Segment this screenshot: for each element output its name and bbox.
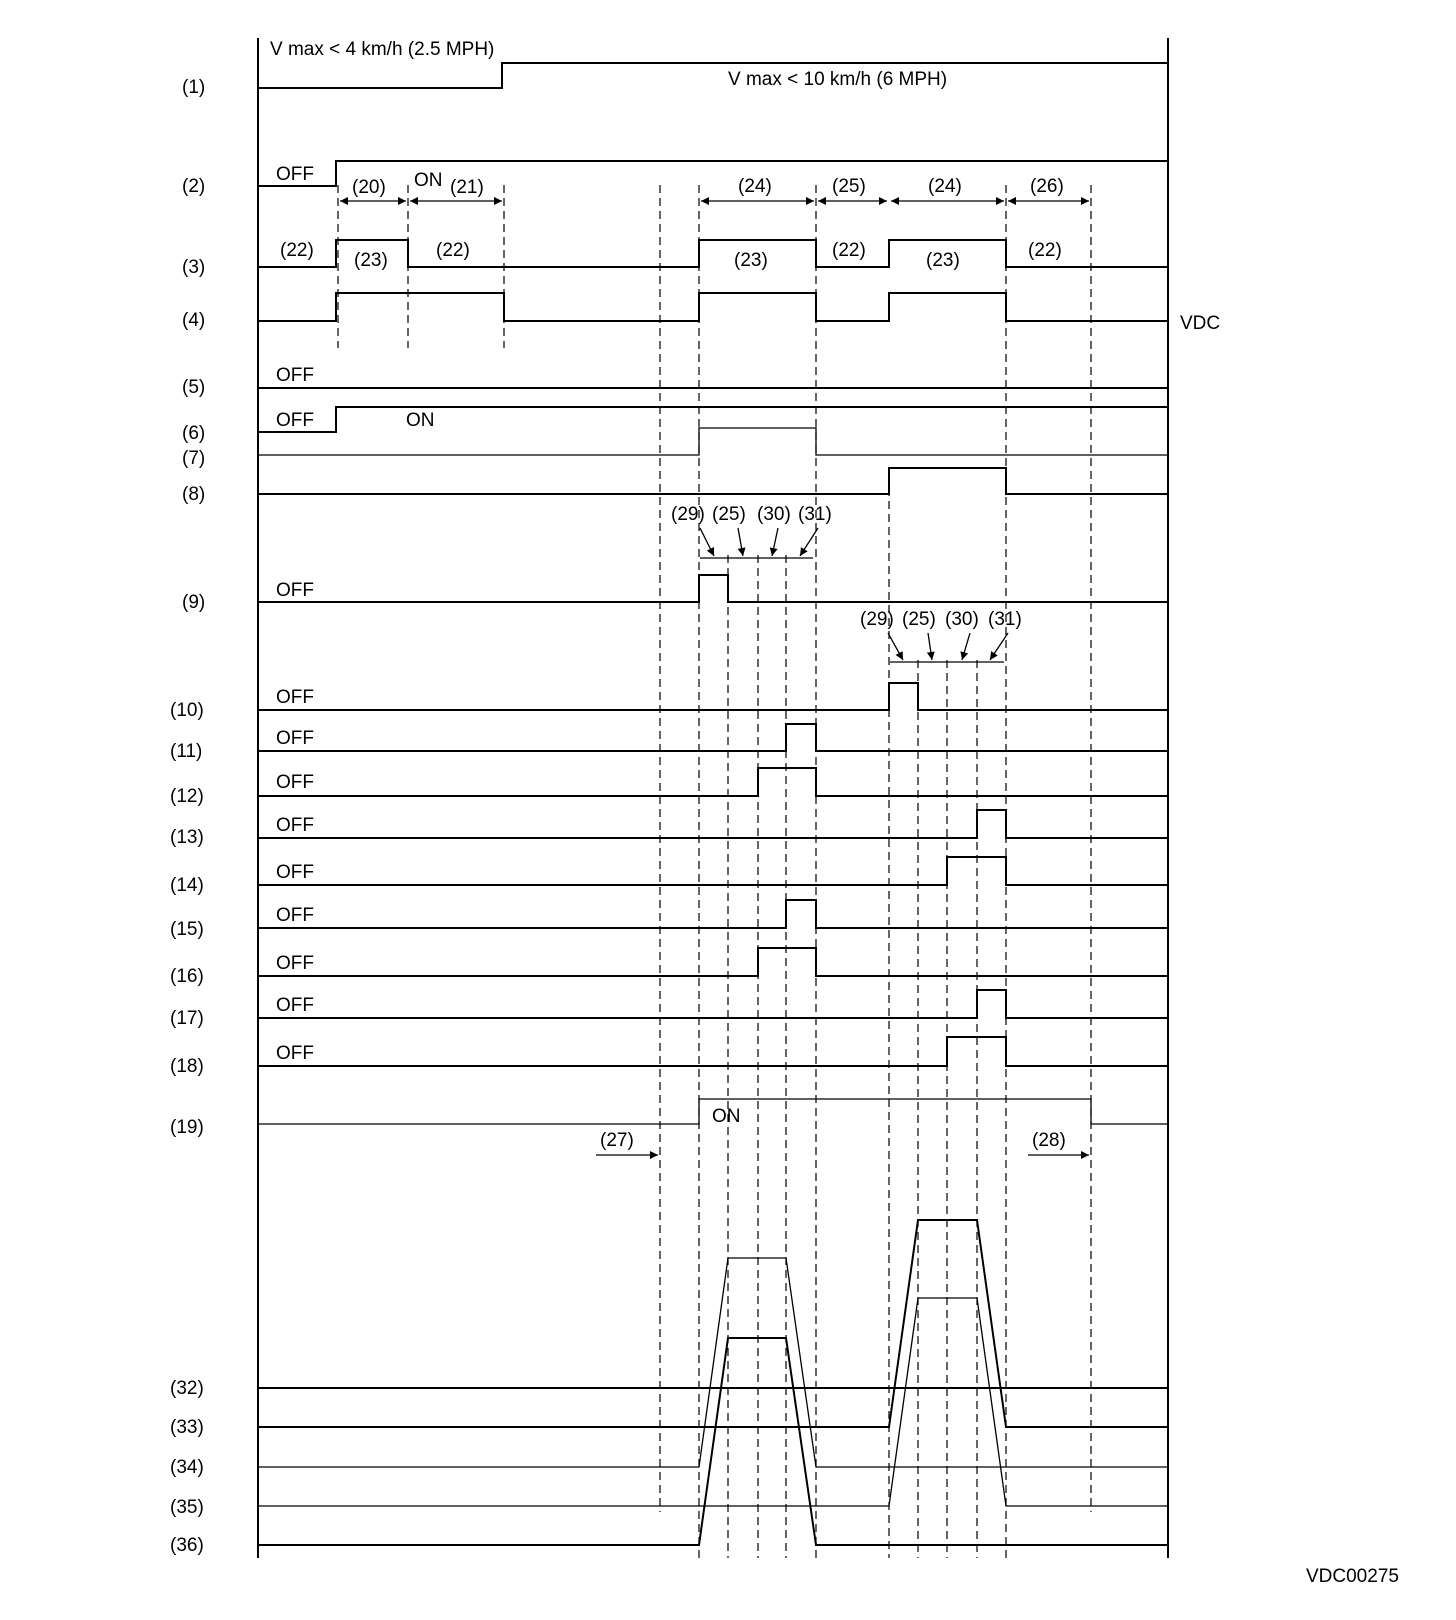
- label-29-b: (29): [860, 609, 894, 630]
- label-22-c: (22): [832, 240, 866, 261]
- interval-25-label-a: (25): [832, 176, 866, 197]
- signal-9-off-label: OFF: [276, 580, 314, 601]
- row-label-7: (7): [182, 448, 206, 469]
- label-22-a: (22): [280, 240, 314, 261]
- row-label-9: (9): [182, 592, 206, 613]
- row-label-3: (3): [182, 257, 206, 278]
- sub-interval-group-1: [671, 504, 832, 558]
- label-31-b: (31): [988, 609, 1022, 630]
- label-22-d: (22): [1028, 240, 1062, 261]
- interval-21-label: (21): [450, 177, 484, 198]
- signal-13-off-label: OFF: [276, 815, 314, 836]
- row-label-6: (6): [182, 423, 206, 444]
- row-label-18: (18): [170, 1056, 204, 1077]
- signal-8: [258, 468, 1168, 494]
- row-label-36: (36): [170, 1535, 204, 1556]
- sub-interval-group-2: [860, 609, 1022, 662]
- row-label-19: (19): [170, 1117, 204, 1138]
- signal-6-off-label: OFF: [276, 410, 314, 431]
- signal-33: [258, 1220, 1168, 1427]
- signal-19-on-label: ON: [712, 1106, 741, 1127]
- row-label-5: (5): [182, 377, 206, 398]
- signal-18: [258, 1037, 1168, 1066]
- row-label-13: (13): [170, 827, 204, 848]
- signal-16-off-label: OFF: [276, 953, 314, 974]
- interval-20-label: (20): [352, 177, 386, 198]
- figure-id: VDC00275: [1306, 1566, 1399, 1587]
- label-29-a: (29): [671, 504, 705, 525]
- row-label-10: (10): [170, 700, 204, 721]
- signal-17-off-label: OFF: [276, 995, 314, 1016]
- row-label-2: (2): [182, 176, 206, 197]
- signal-9: [258, 575, 1168, 602]
- row-label-1: (1): [182, 77, 206, 98]
- label-27: (27): [600, 1130, 634, 1151]
- signal-10-off-label: OFF: [276, 687, 314, 708]
- signal-34: [258, 1258, 1168, 1467]
- signal-12-off-label: OFF: [276, 772, 314, 793]
- row-label-8: (8): [182, 484, 206, 505]
- label-30-b: (30): [945, 609, 979, 630]
- row-label-17: (17): [170, 1008, 204, 1029]
- label-23-a: (23): [354, 250, 388, 271]
- signal-11-off-label: OFF: [276, 728, 314, 749]
- signal-1-speed-threshold: [258, 63, 1168, 88]
- signal-2-on-label: ON: [414, 170, 443, 191]
- signal-2-off-label: OFF: [276, 164, 314, 185]
- label-22-b: (22): [436, 240, 470, 261]
- row-label-34: (34): [170, 1457, 204, 1478]
- signal-13: [258, 810, 1168, 838]
- signal-15: [258, 900, 1168, 928]
- label-23-b: (23): [734, 250, 768, 271]
- row-label-33: (33): [170, 1417, 204, 1438]
- vdc-side-label: VDC: [1180, 313, 1221, 334]
- signal-4: [258, 293, 1168, 321]
- row-label-4: (4): [182, 310, 206, 331]
- row-label-11: (11): [170, 741, 203, 762]
- signal-10: [258, 683, 1168, 710]
- label-31-a: (31): [798, 504, 832, 525]
- label-30-a: (30): [757, 504, 791, 525]
- row-label-12: (12): [170, 786, 204, 807]
- label-28: (28): [1032, 1130, 1066, 1151]
- interval-26-label: (26): [1030, 176, 1064, 197]
- row-labels: [170, 77, 205, 1556]
- signal-16: [258, 948, 1168, 976]
- row-label-14: (14): [170, 875, 204, 896]
- row-label-15: (15): [170, 919, 204, 940]
- signal-6-on-label: ON: [406, 410, 435, 431]
- signal-7: [258, 428, 1168, 455]
- signal-15-off-label: OFF: [276, 905, 314, 926]
- signal-11: [258, 724, 1168, 751]
- signal-12: [258, 768, 1168, 796]
- speed-low-label: V max < 4 km/h (2.5 MPH): [270, 39, 495, 60]
- signal-5-off-label: OFF: [276, 365, 314, 386]
- label-25-b: (25): [902, 609, 936, 630]
- signal-14: [258, 857, 1168, 885]
- signal-18-off-label: OFF: [276, 1043, 314, 1064]
- row-label-35: (35): [170, 1497, 204, 1518]
- label-25-a: (25): [712, 504, 746, 525]
- interval-24-label-b: (24): [928, 176, 962, 197]
- row-label-32: (32): [170, 1378, 204, 1399]
- signal-14-off-label: OFF: [276, 862, 314, 883]
- interval-24-label-a: (24): [738, 176, 772, 197]
- label-23-c: (23): [926, 250, 960, 271]
- row-label-16: (16): [170, 966, 204, 987]
- signal-35: [258, 1298, 1168, 1506]
- signal-17: [258, 990, 1168, 1018]
- speed-high-label: V max < 10 km/h (6 MPH): [728, 69, 948, 90]
